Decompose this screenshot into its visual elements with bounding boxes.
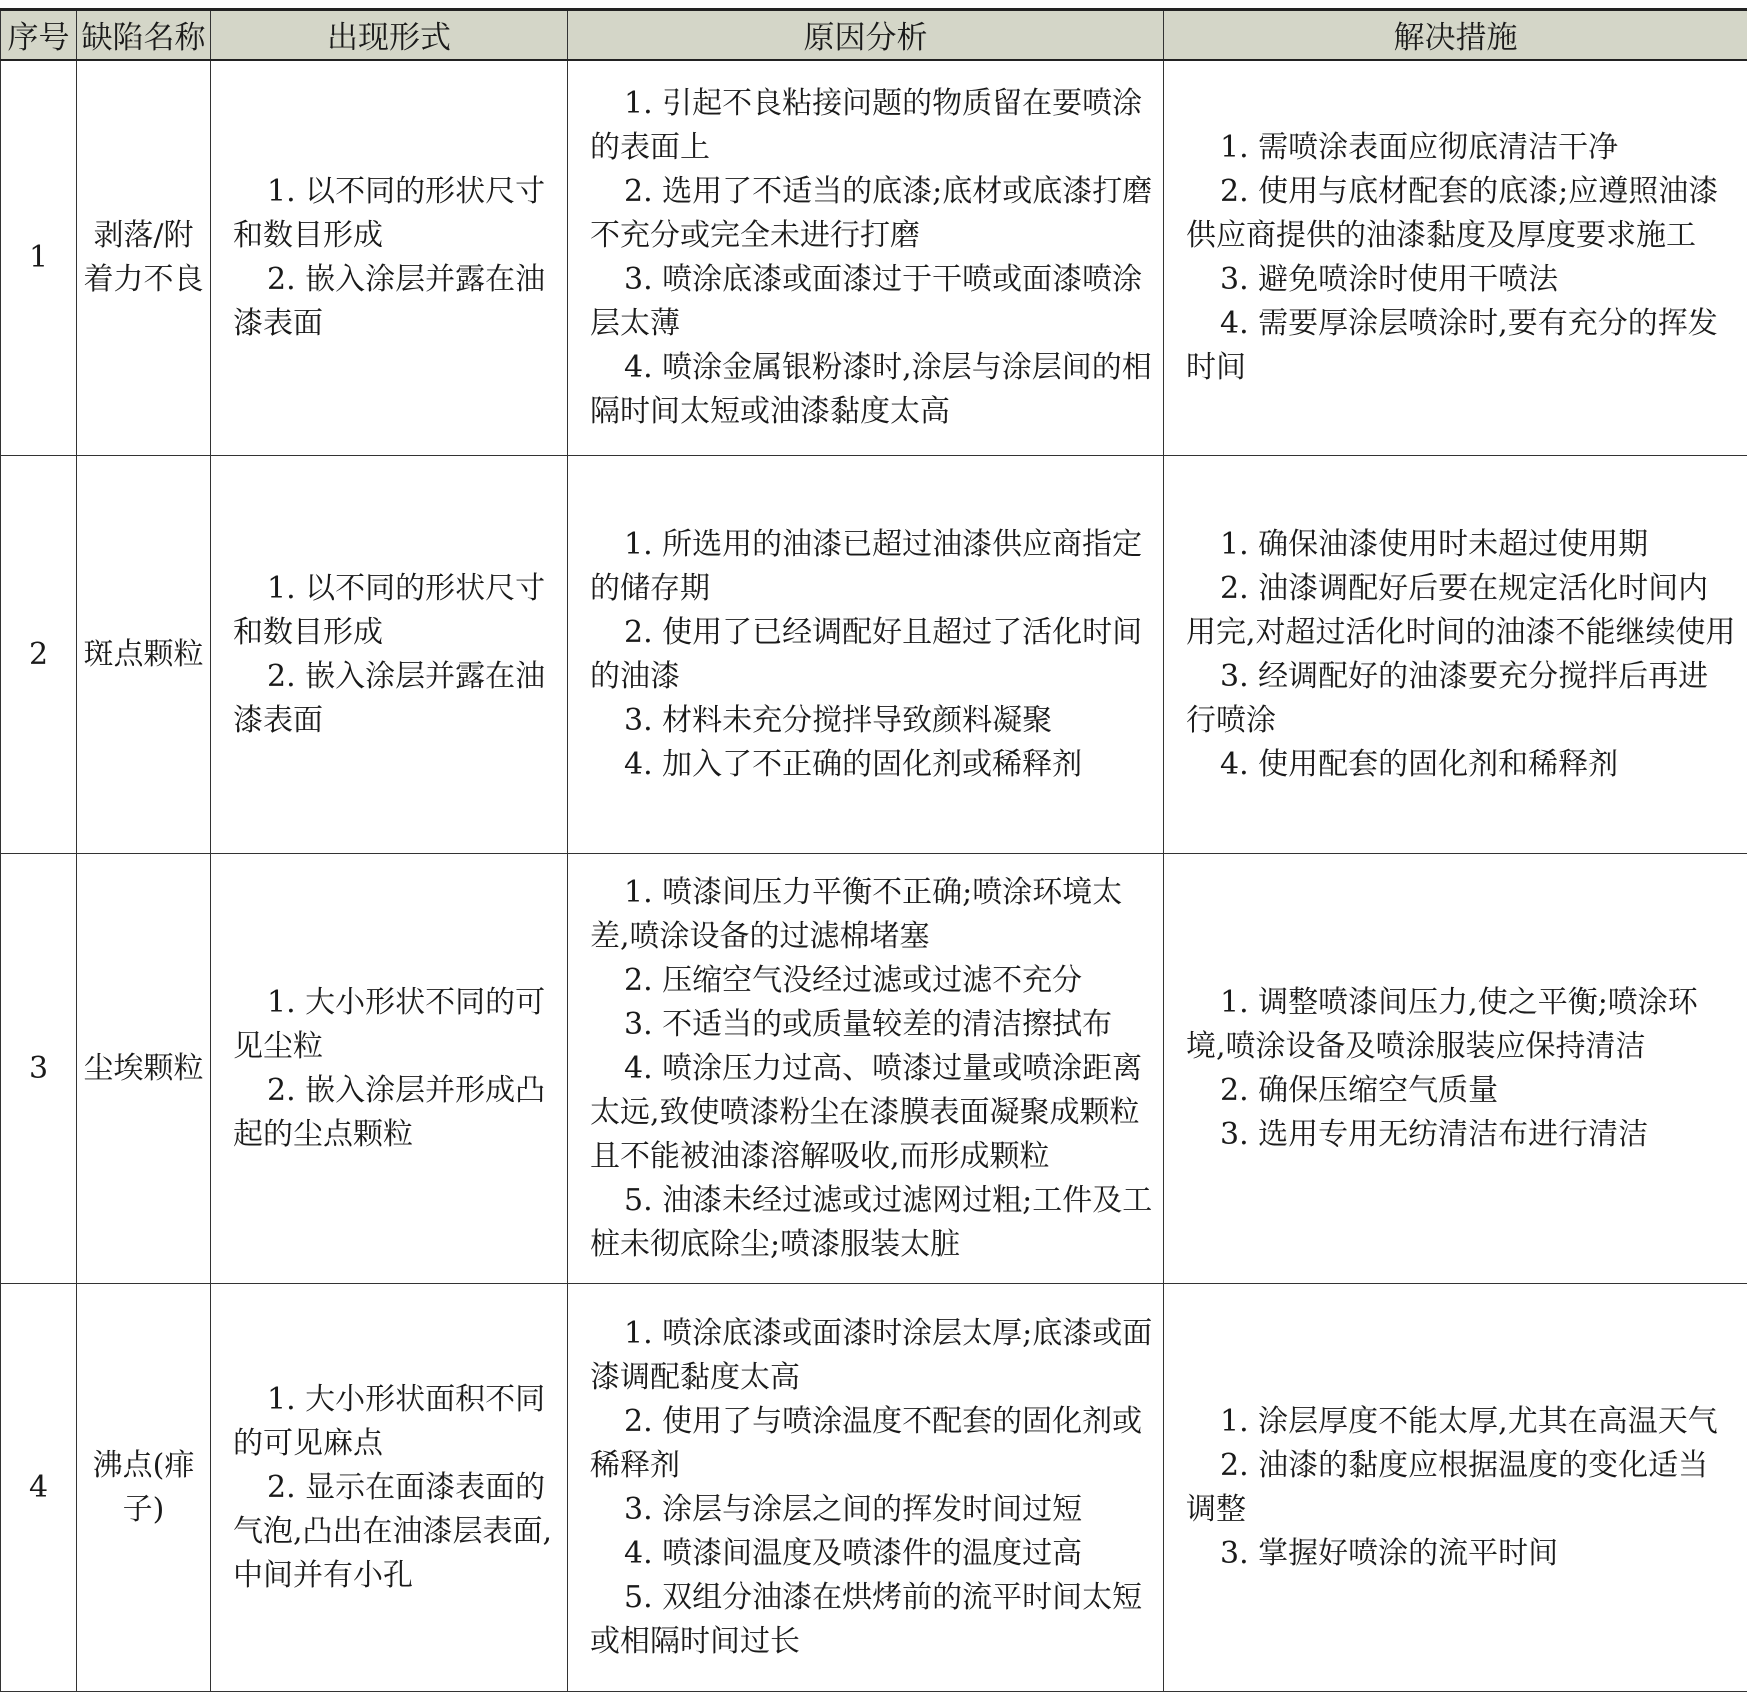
defect-name: 斑点颗粒 xyxy=(77,456,211,854)
table-row xyxy=(1,854,1747,1284)
solutions-cell xyxy=(1164,854,1747,1284)
forms-cell xyxy=(211,854,568,1284)
solution-item: 4. 使用配套的固化剂和稀释剂 xyxy=(1186,743,1737,787)
solution-item: 2. 确保压缩空气质量 xyxy=(1186,1069,1737,1113)
solution-item: 1. 调整喷漆间压力,使之平衡;喷涂环境,喷涂设备及喷涂服装应保持清洁 xyxy=(1186,981,1737,1069)
cause-item: 2. 选用了不适当的底漆;底材或底漆打磨不充分或完全未进行打磨 xyxy=(590,170,1153,258)
defect-name: 尘埃颗粒 xyxy=(77,854,211,1284)
form-item: 2. 嵌入涂层并露在油漆表面 xyxy=(233,258,557,346)
cause-item: 4. 喷涂金属银粉漆时,涂层与涂层间的相隔时间太短或油漆黏度太高 xyxy=(590,346,1153,434)
solution-item: 2. 使用与底材配套的底漆;应遵照油漆供应商提供的油漆黏度及厚度要求施工 xyxy=(1186,170,1737,258)
form-item: 2. 嵌入涂层并露在油漆表面 xyxy=(233,655,557,743)
row-number: 2 xyxy=(1,456,77,854)
form-item: 1. 以不同的形状尺寸和数目形成 xyxy=(233,567,557,655)
forms-cell xyxy=(211,60,568,456)
solution-item: 3. 经调配好的油漆要充分搅拌后再进行喷涂 xyxy=(1186,655,1737,743)
cause-item: 1. 引起不良粘接问题的物质留在要喷涂的表面上 xyxy=(590,82,1153,170)
cause-item: 5. 油漆未经过滤或过滤网过粗;工件及工桩未彻底除尘;喷漆服装太脏 xyxy=(590,1179,1153,1267)
form-item: 2. 嵌入涂层并形成凸起的尘点颗粒 xyxy=(233,1069,557,1157)
cause-item: 2. 使用了已经调配好且超过了活化时间的油漆 xyxy=(590,611,1153,699)
solutions-cell xyxy=(1164,1284,1747,1692)
solutions-cell xyxy=(1164,456,1747,854)
form-item: 1. 大小形状不同的可见尘粒 xyxy=(233,981,557,1069)
solution-item: 1. 涂层厚度不能太厚,尤其在高温天气 xyxy=(1186,1400,1737,1444)
header-row xyxy=(1,10,1747,60)
header-solutions: 解决措施 xyxy=(1164,10,1747,60)
cause-item: 5. 双组分油漆在烘烤前的流平时间太短或相隔时间过长 xyxy=(590,1576,1153,1664)
row-number: 1 xyxy=(1,60,77,456)
defect-name: 沸点(痱子) xyxy=(77,1284,211,1692)
cause-item: 4. 喷漆间温度及喷漆件的温度过高 xyxy=(590,1532,1153,1576)
causes-cell xyxy=(568,60,1164,456)
cause-item: 4. 加入了不正确的固化剂或稀释剂 xyxy=(590,743,1153,787)
cause-item: 2. 使用了与喷涂温度不配套的固化剂或稀释剂 xyxy=(590,1400,1153,1488)
solutions-cell xyxy=(1164,60,1747,456)
header-no: 序号 xyxy=(1,10,77,60)
solution-item: 2. 油漆调配好后要在规定活化时间内用完,对超过活化时间的油漆不能继续使用 xyxy=(1186,567,1737,655)
causes-cell xyxy=(568,456,1164,854)
solution-item: 2. 油漆的黏度应根据温度的变化适当调整 xyxy=(1186,1444,1737,1532)
form-item: 1. 以不同的形状尺寸和数目形成 xyxy=(233,170,557,258)
header-forms: 出现形式 xyxy=(211,10,568,60)
defects-table xyxy=(0,8,1747,1692)
header-name: 缺陷名称 xyxy=(77,10,211,60)
solution-item: 1. 确保油漆使用时未超过使用期 xyxy=(1186,523,1737,567)
form-item: 2. 显示在面漆表面的气泡,凸出在油漆层表面,中间并有小孔 xyxy=(233,1466,557,1598)
solution-item: 4. 需要厚涂层喷涂时,要有充分的挥发时间 xyxy=(1186,302,1737,390)
page xyxy=(0,8,1747,1692)
cause-item: 4. 喷涂压力过高、喷漆过量或喷涂距离太远,致使喷漆粉尘在漆膜表面凝聚成颗粒且不能被油漆溶解吸收,而形成颗粒 xyxy=(590,1047,1153,1179)
row-number: 4 xyxy=(1,1284,77,1692)
defect-name: 剥落/附着力不良 xyxy=(77,60,211,456)
cause-item: 1. 喷漆间压力平衡不正确;喷涂环境太差,喷涂设备的过滤棉堵塞 xyxy=(590,871,1153,959)
solution-item: 3. 掌握好喷涂的流平时间 xyxy=(1186,1532,1737,1576)
cause-item: 3. 喷涂底漆或面漆过于干喷或面漆喷涂层太薄 xyxy=(590,258,1153,346)
forms-cell xyxy=(211,1284,568,1692)
cause-item: 3. 涂层与涂层之间的挥发时间过短 xyxy=(590,1488,1153,1532)
forms-cell xyxy=(211,456,568,854)
solution-item: 3. 选用专用无纺清洁布进行清洁 xyxy=(1186,1113,1737,1157)
form-item: 1. 大小形状面积不同的可见麻点 xyxy=(233,1378,557,1466)
table-row xyxy=(1,1284,1747,1692)
causes-cell xyxy=(568,1284,1164,1692)
cause-item: 3. 不适当的或质量较差的清洁擦拭布 xyxy=(590,1003,1153,1047)
cause-item: 1. 所选用的油漆已超过油漆供应商指定的储存期 xyxy=(590,523,1153,611)
table-row xyxy=(1,60,1747,456)
causes-cell xyxy=(568,854,1164,1284)
table-row xyxy=(1,456,1747,854)
header-causes: 原因分析 xyxy=(568,10,1164,60)
cause-item: 3. 材料未充分搅拌导致颜料凝聚 xyxy=(590,699,1153,743)
row-number: 3 xyxy=(1,854,77,1284)
cause-item: 1. 喷涂底漆或面漆时涂层太厚;底漆或面漆调配黏度太高 xyxy=(590,1312,1153,1400)
cause-item: 2. 压缩空气没经过滤或过滤不充分 xyxy=(590,959,1153,1003)
solution-item: 3. 避免喷涂时使用干喷法 xyxy=(1186,258,1737,302)
solution-item: 1. 需喷涂表面应彻底清洁干净 xyxy=(1186,126,1737,170)
